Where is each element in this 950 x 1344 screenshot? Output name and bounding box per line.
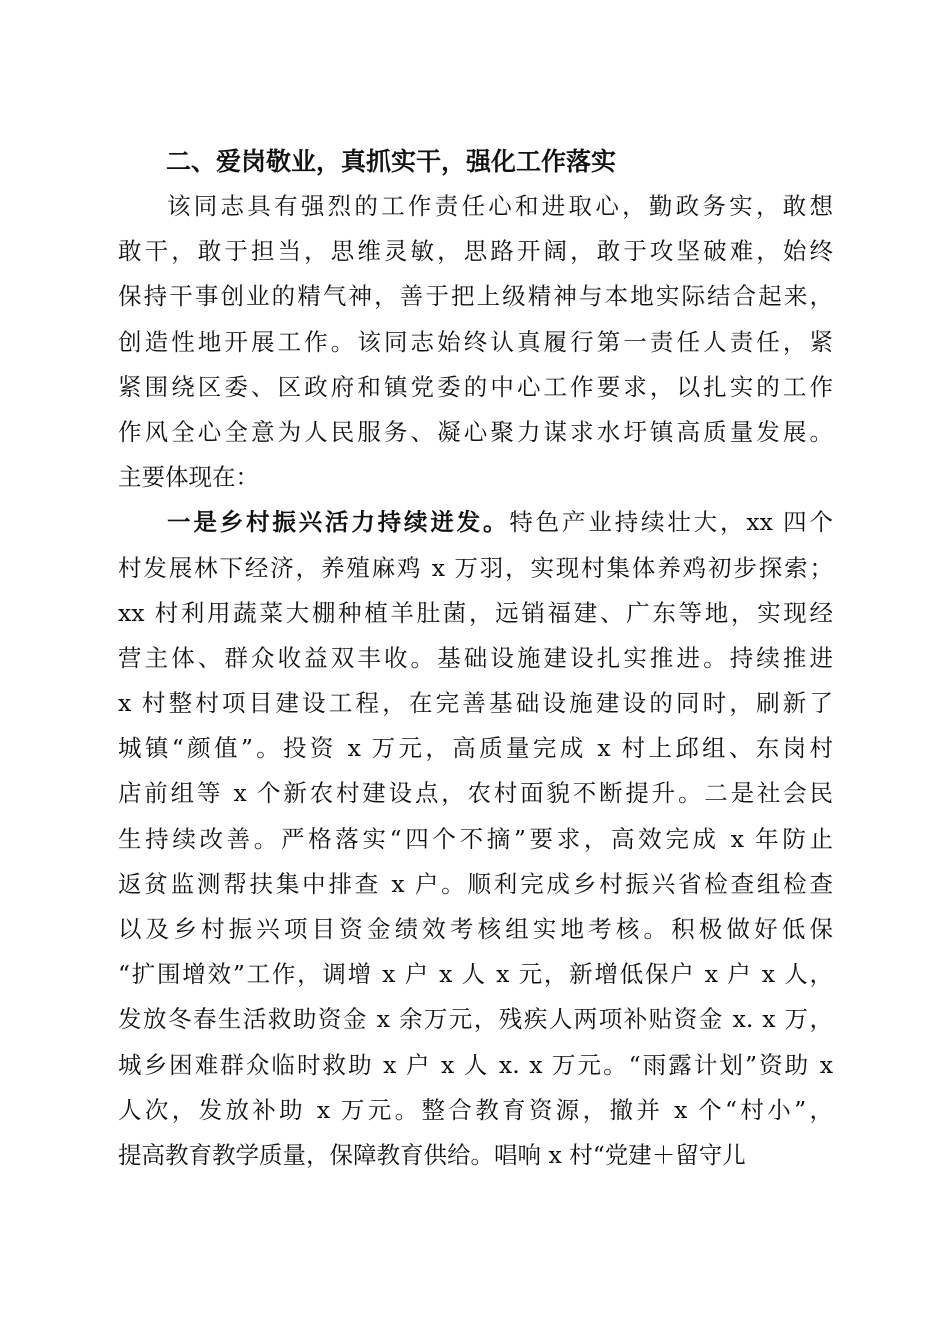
text-line: 该同志具有强烈的工作责任心和进取心，勤政务实，敢想 [167,192,833,220]
lead-phrase: 一是乡村振兴活力持续迸发。 [167,508,510,537]
text-line: x 村整村项目建设工程，在完善基础设施建设的同时，刷新了 [118,689,833,718]
text-line: 发放冬春生活救助资金 x 余万元，残疾人两项补贴资金 x. x 万， [118,1005,833,1034]
text-line: 保持干事创业的精气神，善于把上级精神与本地实际结合起来， [118,282,833,311]
paragraph-achievements [118,500,833,1178]
document-body [118,140,833,1178]
first-line-rest: 特色产业持续壮大，xx 四个 [509,508,833,537]
text-line-first [118,500,833,545]
text-line: 主要体现在： [118,463,259,492]
text-line: 营主体、群众收益双丰收。基础设施建设扎实推进。持续推进 [118,643,833,672]
paragraph-responsibility [118,184,833,500]
text-line: 人次，发放补助 x 万元。整合教育资源，撤并 x 个“村小”， [118,1095,833,1124]
text-line: 敢干，敢于担当，思维灵敏，思路开阔，敢于攻坚破难，始终 [118,237,833,266]
text-line: 生持续改善。严格落实“四个不摘”要求，高效完成 x 年防止 [118,824,833,853]
text-line: 村发展林下经济，养殖麻鸡 x 万羽，实现村集体养鸡初步探索； [118,553,833,582]
text-line: 城乡困难群众临时救助 x 户 x 人 x. x 万元。“雨露计划”资助 x [118,1050,833,1079]
text-line: 店前组等 x 个新农村建设点，农村面貌不断提升。二是社会民 [118,779,833,808]
text-line: 以及乡村振兴项目资金绩效考核组实地考核。积极做好低保 [118,915,833,943]
text-line: xx 村利用蔬菜大棚种植羊肚菌，远销福建、广东等地，实现经 [118,598,833,627]
text-line: 作风全心全意为人民服务、凝心聚力谋求水圩镇高质量发展。 [118,417,833,446]
text-line: 创造性地开展工作。该同志始终认真履行第一责任人责任，紧 [118,327,833,356]
text-line: 紧围绕区委、区政府和镇党委的中心工作要求，以扎实的工作 [118,372,833,401]
text-line: 城镇“颜值”。投资 x 万元，高质量完成 x 村上邱组、东岗村 [118,734,833,763]
text-line: “扩围增效”工作，调增 x 户 x 人 x 元，新增低保户 x 户 x 人， [118,960,833,989]
text-line: 提高教育教学质量，保障教育供给。唱响 x 村“党建＋留守儿 [118,1140,746,1169]
section-heading: 二、爱岗敬业，真抓实干，强化工作落实 [166,147,617,176]
text-line: 返贫监测帮扶集中排查 x 户。顺利完成乡村振兴省检查组检查 [118,869,833,898]
